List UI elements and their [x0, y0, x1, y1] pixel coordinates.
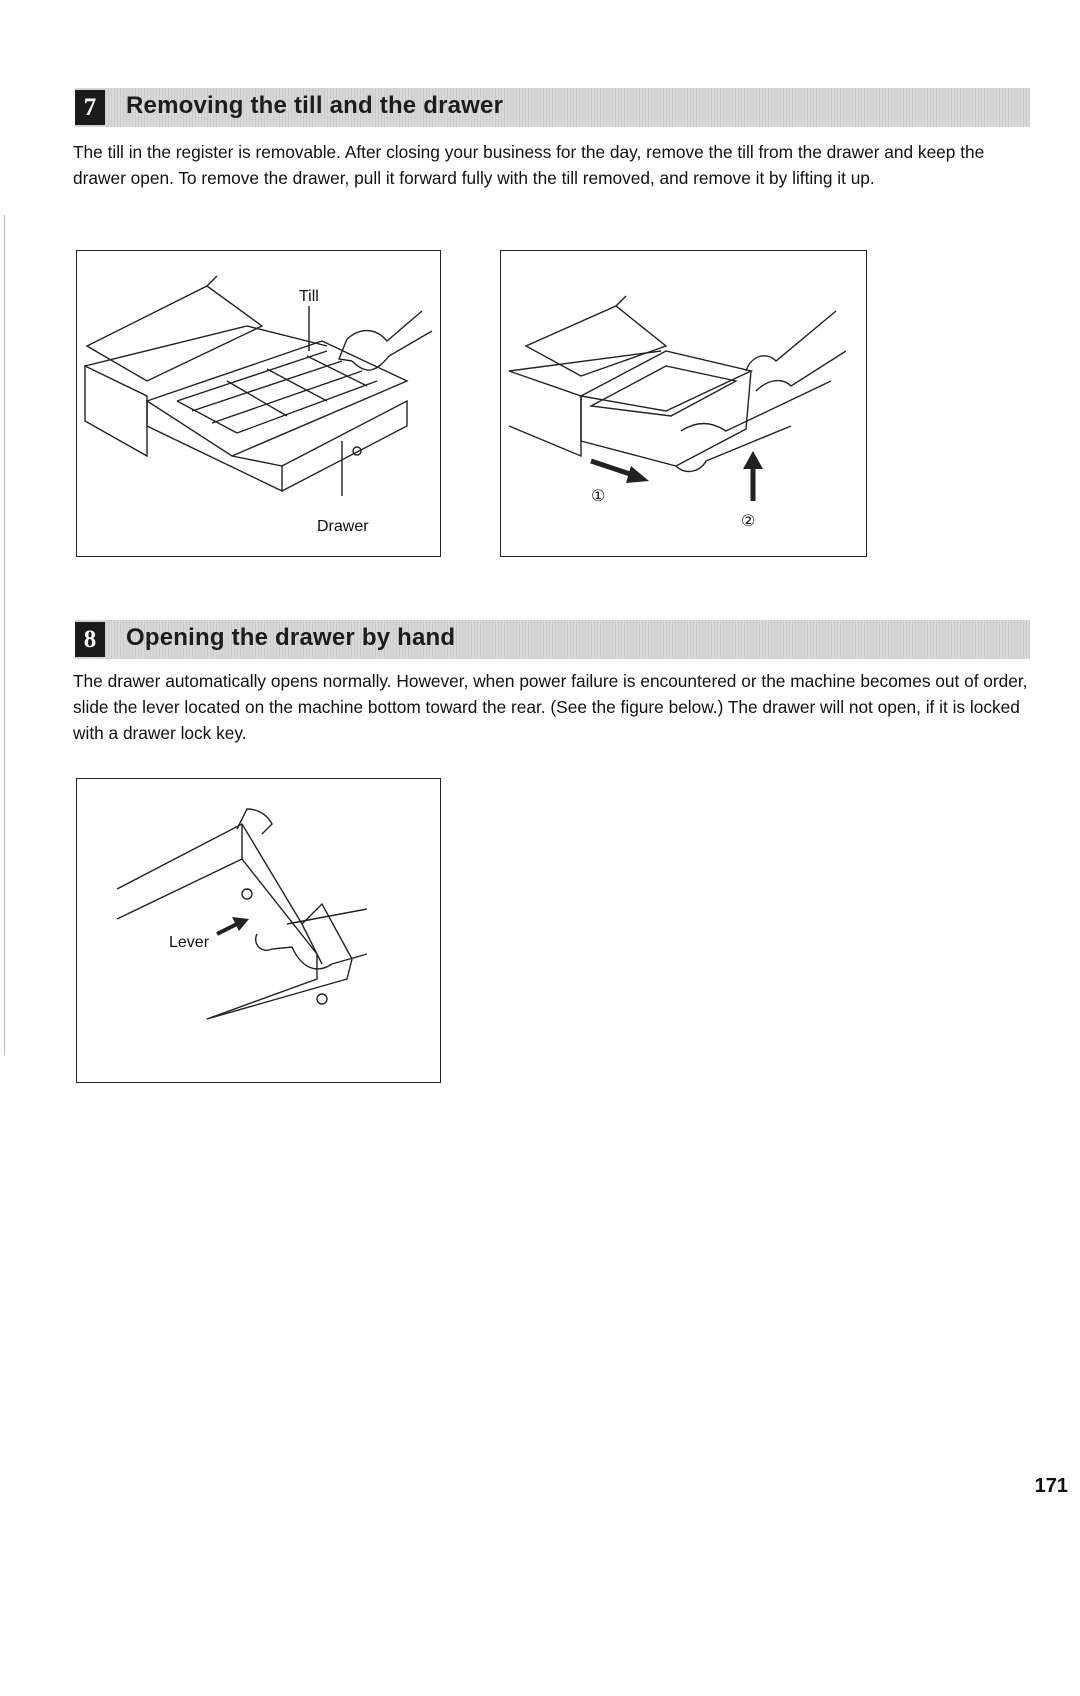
- lever-label: Lever: [169, 934, 210, 951]
- figure-remove-drawer: [500, 250, 867, 557]
- figure-till-and-drawer: [76, 250, 441, 557]
- section-7-header: [75, 88, 1030, 127]
- scan-artifact: [4, 215, 5, 1055]
- section-8-number: 8: [75, 622, 105, 657]
- step-2-marker: ②: [741, 513, 756, 530]
- page-number: 171: [1034, 1475, 1068, 1497]
- section-8-title: Opening the drawer by hand: [126, 624, 456, 651]
- till-label: Till: [299, 288, 319, 305]
- section-7-title: Removing the till and the drawer: [126, 92, 504, 119]
- section-8-body: The drawer automatically opens normally. However, when power failure is encountered or the machine becomes out of order, slide the lever located on the machine bottom toward the rear. (See the figure below.) The drawer will not open, if it is locked with a drawer lock key.: [73, 671, 1028, 743]
- section-8-header: [75, 620, 1030, 659]
- section-7-body: The till in the register is removable. After closing your business for the day, remove the till from the drawer and keep the drawer open. To remove the drawer, pull it forward fully with the till removed, and remove it by lifting it up.: [73, 142, 985, 188]
- drawer-label: Drawer: [317, 518, 369, 535]
- figure-lever: [76, 778, 441, 1083]
- section-7-number: 7: [75, 90, 105, 125]
- step-1-marker: ①: [591, 488, 606, 505]
